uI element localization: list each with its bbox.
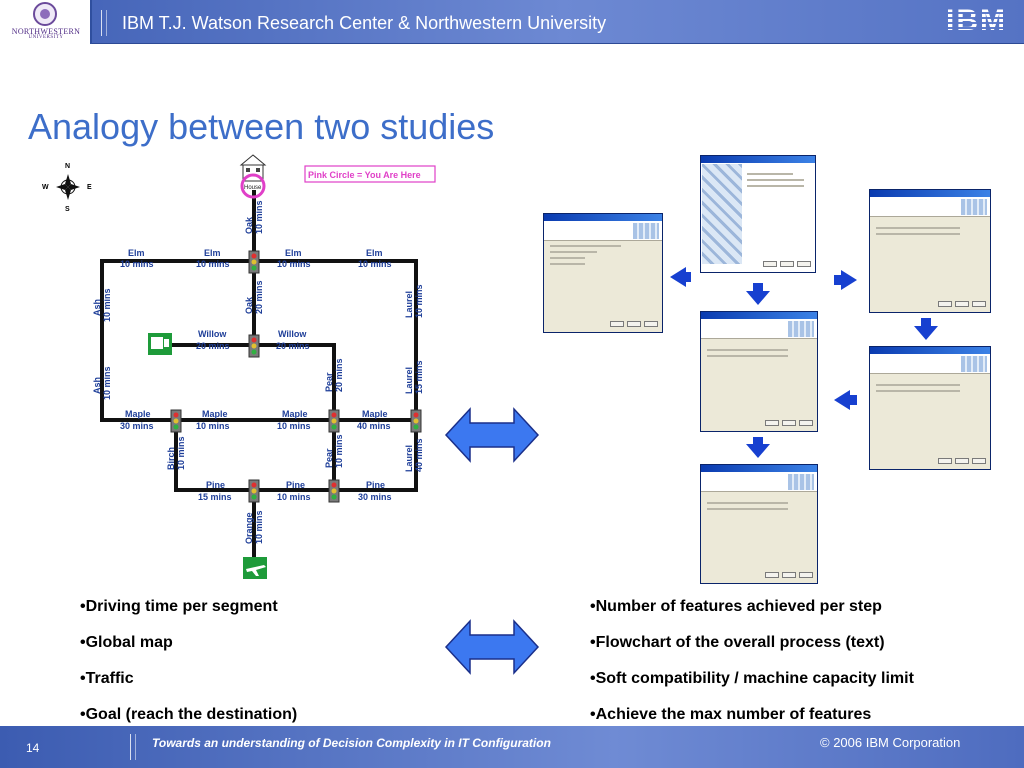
street-label: Pear bbox=[324, 448, 334, 468]
double-arrow-icon bbox=[444, 407, 540, 463]
compass-w: W bbox=[42, 184, 49, 191]
traffic-light-icon bbox=[411, 410, 421, 432]
road-map bbox=[30, 152, 450, 584]
compass-icon bbox=[42, 163, 92, 213]
street-label: Ash bbox=[92, 298, 102, 316]
compass-n: N bbox=[65, 163, 71, 170]
traffic-lights bbox=[171, 251, 421, 502]
street-time: 10 mins bbox=[254, 510, 264, 544]
street-time: 20 mins bbox=[334, 358, 344, 392]
street-label: Elm bbox=[204, 248, 221, 258]
street-label: Elm bbox=[128, 248, 145, 258]
compass-s: S bbox=[65, 206, 70, 213]
street-time: 15 mins bbox=[414, 360, 424, 394]
traffic-light-icon bbox=[249, 480, 259, 502]
street-label: Maple bbox=[282, 409, 308, 419]
street-time: 10 mins bbox=[176, 436, 186, 470]
header-divider bbox=[106, 10, 107, 36]
street-time: 20 mins bbox=[254, 280, 264, 314]
street-label: Pine bbox=[366, 480, 386, 490]
left-bullet-list bbox=[80, 597, 297, 741]
street-time: 10 mins bbox=[358, 259, 392, 269]
bullet-item: • Goal (reach the destination) bbox=[80, 705, 297, 741]
traffic-light-icon bbox=[329, 480, 339, 502]
logo-name: NORTHWESTERN bbox=[11, 27, 81, 36]
lodging-sign-icon bbox=[148, 333, 172, 355]
street-time: 10 mins bbox=[414, 284, 424, 318]
wizard-step-screenshot bbox=[869, 189, 991, 313]
street-time: 10 mins bbox=[334, 434, 344, 468]
wizard-step-screenshot bbox=[700, 464, 818, 584]
street-time: 10 mins bbox=[254, 200, 264, 234]
street-time: 10 mins bbox=[102, 366, 112, 400]
airport-sign-icon bbox=[243, 557, 267, 579]
logo-subname: UNIVERSITY bbox=[28, 35, 64, 40]
street-time: 20 mins bbox=[196, 341, 230, 351]
street-label: Elm bbox=[285, 248, 302, 258]
header-divider bbox=[101, 10, 102, 36]
street-label: Laurel bbox=[404, 366, 414, 394]
legend-text: Pink Circle = You Are Here bbox=[308, 170, 421, 180]
street-time: 10 mins bbox=[277, 492, 311, 502]
wizard-step-screenshot bbox=[869, 346, 991, 470]
street-label: Elm bbox=[366, 248, 383, 258]
right-bullet-list bbox=[590, 597, 914, 741]
street-time: 10 mins bbox=[277, 259, 311, 269]
street-label: Oak bbox=[244, 216, 254, 234]
street-label: Pine bbox=[286, 480, 306, 490]
street-label: Birch bbox=[166, 446, 176, 470]
street-label: Laurel bbox=[404, 290, 414, 318]
traffic-light-icon bbox=[329, 410, 339, 432]
copyright: © 2006 IBM Corporation bbox=[820, 735, 961, 750]
header-title: IBM T.J. Watson Research Center & Northwestern University bbox=[122, 13, 607, 33]
street-label: Oak bbox=[244, 296, 254, 314]
ibm-logo bbox=[946, 4, 1016, 38]
bullet-item: • Number of features achieved per step bbox=[590, 597, 914, 633]
street-time: 30 mins bbox=[358, 492, 392, 502]
traffic-light-icon bbox=[249, 251, 259, 273]
street-time: 10 mins bbox=[120, 259, 154, 269]
traffic-light-icon bbox=[249, 335, 259, 357]
traffic-light-icon bbox=[171, 410, 181, 432]
compass-e: E bbox=[87, 184, 92, 191]
bullet-item: • Traffic bbox=[80, 669, 297, 705]
street-time: 10 mins bbox=[196, 259, 230, 269]
northwestern-seal-icon bbox=[33, 2, 57, 26]
street-label: Pine bbox=[206, 480, 226, 490]
street-label: Ash bbox=[92, 376, 102, 394]
house-label: House bbox=[244, 185, 262, 191]
street-time: 20 mins bbox=[276, 341, 310, 351]
footer-divider bbox=[130, 734, 131, 760]
street-label: Willow bbox=[278, 329, 307, 339]
bullet-item: • Global map bbox=[80, 633, 297, 669]
street-label: Laurel bbox=[404, 444, 414, 472]
street-time: 30 mins bbox=[120, 421, 154, 431]
footer-title: Towards an understanding of Decision Complexity in IT Configuration bbox=[152, 736, 551, 750]
street-label: Maple bbox=[125, 409, 151, 419]
footer-divider bbox=[135, 734, 136, 760]
street-time: 10 mins bbox=[196, 421, 230, 431]
slide-title: Analogy between two studies bbox=[28, 106, 495, 147]
wizard-options-screenshot bbox=[543, 213, 663, 333]
street-time: 10 mins bbox=[102, 288, 112, 322]
page-number: 14 bbox=[26, 741, 40, 755]
street-time: 40 mins bbox=[357, 421, 391, 431]
street-label: Maple bbox=[362, 409, 388, 419]
street-time: 40 mins bbox=[414, 438, 424, 472]
header-bar bbox=[0, 0, 1024, 44]
street-time: 10 mins bbox=[277, 421, 311, 431]
bullet-item: • Flowchart of the overall process (text) bbox=[590, 633, 914, 669]
street-label: Pear bbox=[324, 372, 334, 392]
street-label: Maple bbox=[202, 409, 228, 419]
bullet-item: • Driving time per segment bbox=[80, 597, 297, 633]
double-arrow-icon bbox=[444, 619, 540, 675]
street-label: Orange bbox=[244, 512, 254, 544]
bullet-item: • Achieve the max number of features bbox=[590, 705, 914, 741]
wizard-welcome-screenshot bbox=[700, 155, 816, 273]
footer-bar bbox=[0, 726, 1024, 768]
bullet-item: • Soft compatibility / machine capacity limit bbox=[590, 669, 914, 705]
street-label: Willow bbox=[198, 329, 227, 339]
ibm-logo-text: IBM bbox=[946, 4, 1007, 37]
northwestern-logo bbox=[0, 0, 92, 44]
wizard-step-screenshot bbox=[700, 311, 818, 432]
street-time: 15 mins bbox=[198, 492, 232, 502]
